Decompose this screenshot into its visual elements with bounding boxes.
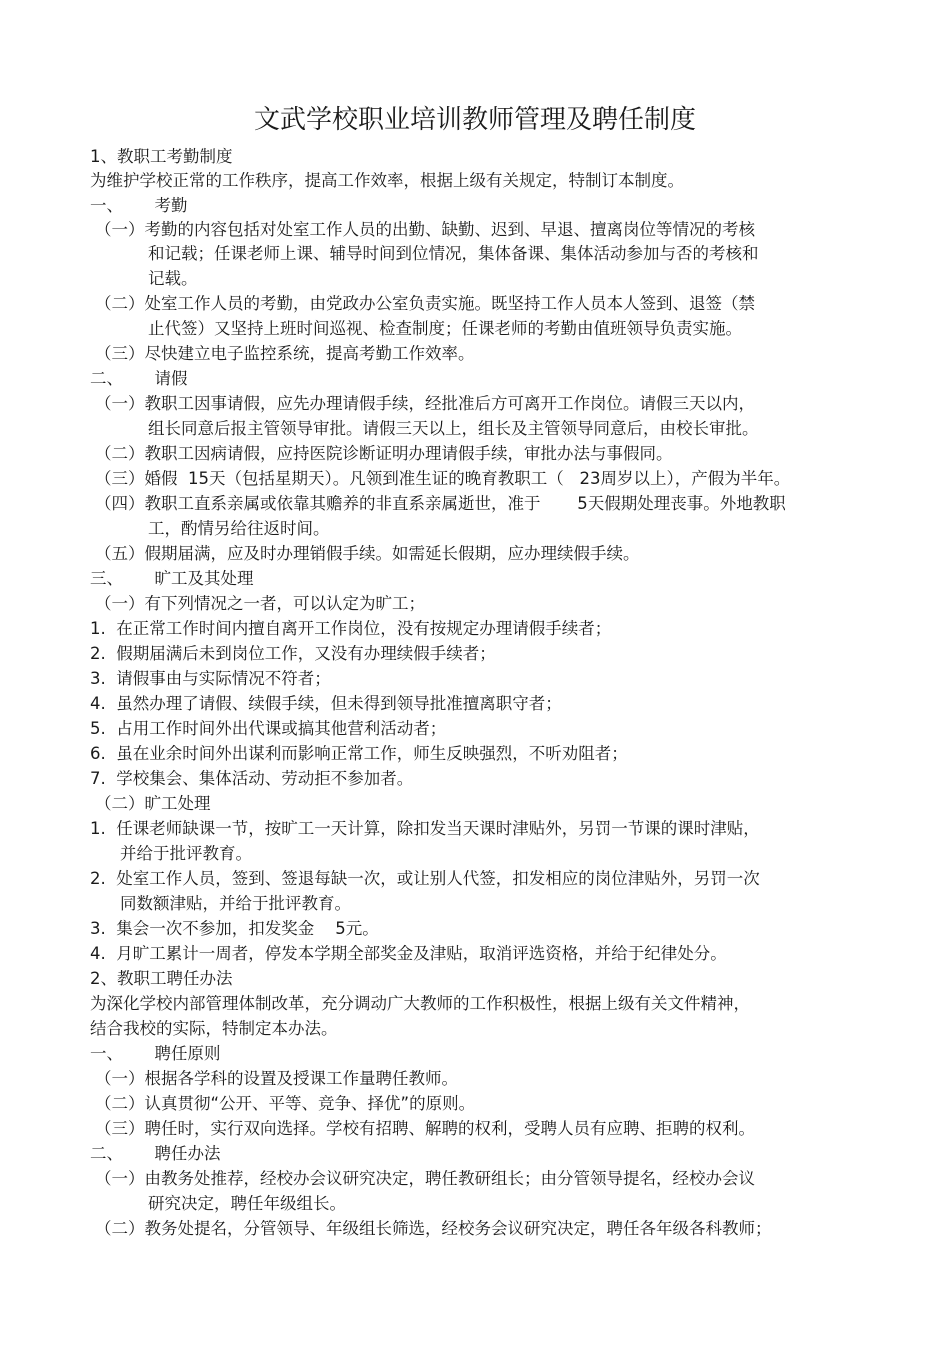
list-item-line: （二）认真贯彻“公开、平等、竞争、择优”的原则。: [95, 1094, 476, 1113]
numbered-item: 4. 月旷工累计一周者，停发本学期全部奖金及津贴，取消评选资格，并给于纪律处分。: [90, 944, 727, 963]
subsection-heading: 二、 聘任办法: [90, 1144, 221, 1163]
subsection-heading: 二、 请假: [90, 369, 188, 388]
list-item-continuation: 组长同意后报主管领导审批。请假三天以上，组长及主管领导同意后，由校长审批。: [148, 419, 759, 438]
numbered-item: 5. 占用工作时间外出代课或搞其他营利活动者；: [90, 719, 447, 738]
section-heading: 2、教职工聘任办法: [90, 969, 233, 988]
subsection-heading: 三、 旷工及其处理: [90, 569, 254, 588]
list-item-line: （三）聘任时，实行双向选择。学校有招聘、解聘的权利，受聘人员有应聘、拒聘的权利。: [95, 1119, 755, 1138]
document-title: 文武学校职业培训教师管理及聘任制度: [253, 105, 696, 135]
paragraph-line: 为维护学校正常的工作秩序，提高工作效率，根据上级有关规定，特制订本制度。: [90, 171, 684, 190]
paragraph-line: 为深化学校内部管理体制改革，充分调动广大教师的工作积极性，根据上级有关文件精神，: [90, 994, 750, 1013]
numbered-item-continuation: 并给于批评教育。: [120, 844, 252, 863]
numbered-item-continuation: 同数额津贴，并给于批评教育。: [120, 894, 351, 913]
list-item-line: （二）旷工处理: [95, 794, 211, 813]
numbered-item: 2. 假期届满后未到岗位工作，又没有办理续假手续者；: [90, 644, 496, 663]
list-item-line: （一）教职工因事请假，应先办理请假手续，经批准后方可离开工作岗位。请假三天以内，: [95, 394, 755, 413]
numbered-item: 1. 在正常工作时间内擅自离开工作岗位，没有按规定办理请假手续者；: [90, 619, 612, 638]
list-item-line: （一）由教务处推荐，经校办会议研究决定，聘任教研组长；由分管领导提名，经校办会议: [95, 1169, 755, 1188]
list-item-line: （三）婚假 15天（包括星期天）。凡领到准生证的晚育教职工（ 23周岁以上），产假为半年。: [95, 469, 791, 488]
numbered-item: 3. 请假事由与实际情况不符者；: [90, 669, 331, 688]
list-item-continuation: 和记载；任课老师上课、辅导时间到位情况，集体备课、集体活动参加与否的考核和: [148, 244, 759, 263]
subsection-heading: 一、 考勤: [90, 196, 188, 215]
list-item-continuation: 记载。: [148, 269, 198, 288]
numbered-item: 7. 学校集会、集体活动、劳动拒不参加者。: [90, 769, 414, 788]
paragraph-line: 结合我校的实际，特制定本办法。: [90, 1019, 338, 1038]
numbered-item: 4. 虽然办理了请假、续假手续，但未得到领导批准擅离职守者；: [90, 694, 562, 713]
list-item-continuation: 止代签）又坚持上班时间巡视、检查制度；任课老师的考勤由值班领导负责实施。: [148, 319, 742, 338]
list-item-line: （四）教职工直系亲属或依靠其赡养的非直系亲属逝世，准于 5天假期处理丧事。外地教职: [95, 494, 786, 513]
list-item-line: （三）尽快建立电子监控系统，提高考勤工作效率。: [95, 344, 475, 363]
subsection-heading: 一、 聘任原则: [90, 1044, 221, 1063]
numbered-item: 2. 处室工作人员，签到、签退每缺一次，或让别人代签，扣发相应的岗位津贴外，另罚一次: [90, 869, 760, 888]
numbered-item: 3. 集会一次不参加，扣发奖金 5元。: [90, 919, 379, 938]
list-item-continuation: 工，酌情另给往返时间。: [148, 519, 330, 538]
list-item-line: （一）根据各学科的设置及授课工作量聘任教师。: [95, 1069, 458, 1088]
numbered-item: 1. 任课老师缺课一节，按旷工一天计算，除扣发当天课时津贴外，另罚一节课的课时津贴，: [90, 819, 760, 838]
list-item-line: （五）假期届满，应及时办理销假手续。如需延长假期，应办理续假手续。: [95, 544, 640, 563]
list-item-line: （二）教职工因病请假，应持医院诊断证明办理请假手续，审批办法与事假同。: [95, 444, 673, 463]
list-item-line: （一）有下列情况之一者，可以认定为旷工；: [95, 594, 425, 613]
list-item-line: （二）处室工作人员的考勤，由党政办公室负责实施。既坚持工作人员本人签到、退签（禁: [95, 294, 755, 313]
numbered-item: 6. 虽在业余时间外出谋利而影响正常工作，师生反映强烈，不听劝阻者；: [90, 744, 628, 763]
list-item-line: （一）考勤的内容包括对处室工作人员的出勤、缺勤、迟到、早退、擅离岗位等情况的考核: [95, 220, 755, 239]
list-item-line: （二）教务处提名，分管领导、年级组长筛选，经校务会议研究决定，聘任各年级各科教师；: [95, 1219, 772, 1238]
list-item-continuation: 研究决定，聘任年级组长。: [148, 1194, 346, 1213]
section-heading: 1、教职工考勤制度: [90, 147, 233, 166]
